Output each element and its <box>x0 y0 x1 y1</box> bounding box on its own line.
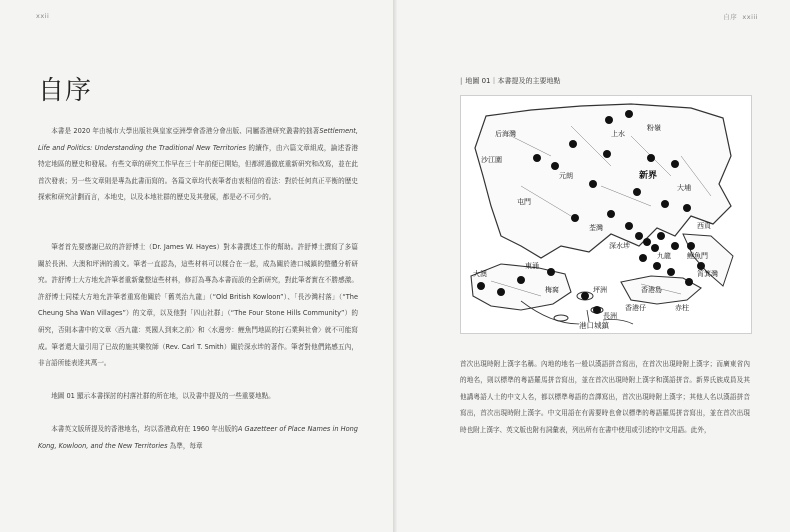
chapter-title: 自序 <box>38 76 93 106</box>
map-label-tai-o: 大澳 <box>473 270 487 278</box>
map-label-fanling: 粉嶺 <box>647 124 661 132</box>
gazetteer-title: A Gazetteer of Place Names in Hong Kong, Kowloon, and the New Territories <box>38 425 358 450</box>
map-label-stanley: 赤柱 <box>675 304 689 312</box>
paragraph-4: 本書英文版所提及的香港地名，均以香港政府在 1960 年出版的A Gazetteer of Place Names in Hong Kong, Kowloon, and the New Territories 為準，每章 <box>38 425 358 450</box>
map-label-tuen-mun: 屯門 <box>517 198 531 206</box>
map-label-cheung-chau: 長洲 <box>603 312 617 320</box>
map-label-harbour-towns: 港口城鎮 <box>579 321 609 330</box>
map-label-yuen-long: 元朗 <box>559 172 573 180</box>
map-label-lei-yue-mun: 鯉魚門 <box>687 252 708 260</box>
map-label-tai-po: 大埔 <box>677 184 691 192</box>
map-label-sai-kung: 西貢 <box>697 222 711 230</box>
left-page <box>0 0 393 532</box>
map-label-hk-island: 香港島 <box>641 286 662 294</box>
map-label-new-territories: 新界 <box>639 171 658 181</box>
page-number-left: xxii <box>36 12 50 20</box>
map-01 <box>460 95 752 334</box>
map-label-hau-hoi-wan: 后海灣 <box>495 130 516 138</box>
map-label-tsuen-wan: 荃灣 <box>589 224 603 232</box>
map-label-sham-shui-po: 深水埗 <box>609 242 630 250</box>
map-caption: | 地圖 01｜本書提及的主要地點 <box>460 77 561 85</box>
map-label-mui-wo: 梅窩 <box>545 286 559 294</box>
map-label-shau-kei-wan: 筲箕灣 <box>697 270 718 278</box>
running-header-right: 自序 xxiii <box>723 13 758 21</box>
map-label-tung-chung: 東涌 <box>525 262 539 270</box>
paragraph-1: 本書是 2020 年由城市大學出版社與皇家亞洲學會香港分會出版、同屬香港研究叢書的拙著Settlement, Life and Politics: Understanding the Traditional New Territories 的續作，由六篇文章組成，論述香港特定地區的歷史和發展。有些文章的研究工作早在三十年前便已開始，但都經過徹底重新研究和改寫，並在此首次發表；另一些文章則是專為此書而寫的。各篇文章均代表筆者由衷相信的看法：對於任何真正平衡的歷史探索和研究計劃而言，本地史，以及本地社群的歷史及其發展，都是必不可少的。 <box>38 127 358 202</box>
map-label-sha-kong-wai: 沙江圍 <box>481 156 502 164</box>
map-drawing <box>461 96 751 333</box>
paragraph-3: 地圖 01 顯示本書探討的村落社群的所在地，以及書中提及的一些重要地點。 <box>51 392 275 400</box>
map-label-peng-chau: 坪洲 <box>593 286 607 294</box>
map-label-aberdeen: 香港仔 <box>625 304 646 312</box>
map-label-kowloon: 九龍 <box>657 252 671 260</box>
book-title-english: Settlement, Life and Politics: Understanding the Traditional New Territories <box>38 127 358 152</box>
right-body-text: 首次出現時附上漢字名稱。內地的地名一般以漢語拼音寫出，在首次出現時附上漢字；而廣東省內的地名，則以標準的粵語羅馬拼音寫出，並在首次出現時附上漢字和漢語拼音。新界氏族成員及其他講粵語人士的中文人名，都以標準粵語的音譯寫出，首次出現時附上漢字；其他人名以漢語拼音寫出，首次出現時附上漢字。中文用語在有需要時也會以標準的粵語羅馬拼音寫出，並在首次出現時也附上漢字、英文版也附有詞彙表，列出所有在書中使用或引述的中文用語。此外， <box>460 360 750 434</box>
map-label-sheung-shui: 上水 <box>611 130 625 138</box>
paragraph-2: 筆者首先要感謝已故的許舒博士（Dr. James W. Hayes）對本書撰述工作的幫助。許舒博士撰寫了多篇關於長洲、大澳和坪洲的鴻文。筆者一直認為，這些材料可以糅合在一起，成為關於港口城鎮的整體分析研究。許舒博士大方地允許筆者重新彙整這些材料，修訂為專為本書而設的全新研究，對此筆者實在不勝感激。許舒博士同樣大方地允許筆者重寫他關於「舊英治九龍」（“Old British Kowloon”）、「長沙灣村落」（“The Cheung Sha Wan Villages”）的文章，以及他對「四山社群」（“The Four Stone Hills Community”）的研究，否則本書中的文章〈西九龍：英國人到來之前〉和〈水邊旁：鯉魚門地區的打石業與社會〉就不可能寫成。筆者還大量引用了已故的施其樂牧師（Rev. Carl T. Smith）關於深水埗的著作。筆者對他們銘感五內，非言語所能表達其萬一。 <box>38 243 358 368</box>
